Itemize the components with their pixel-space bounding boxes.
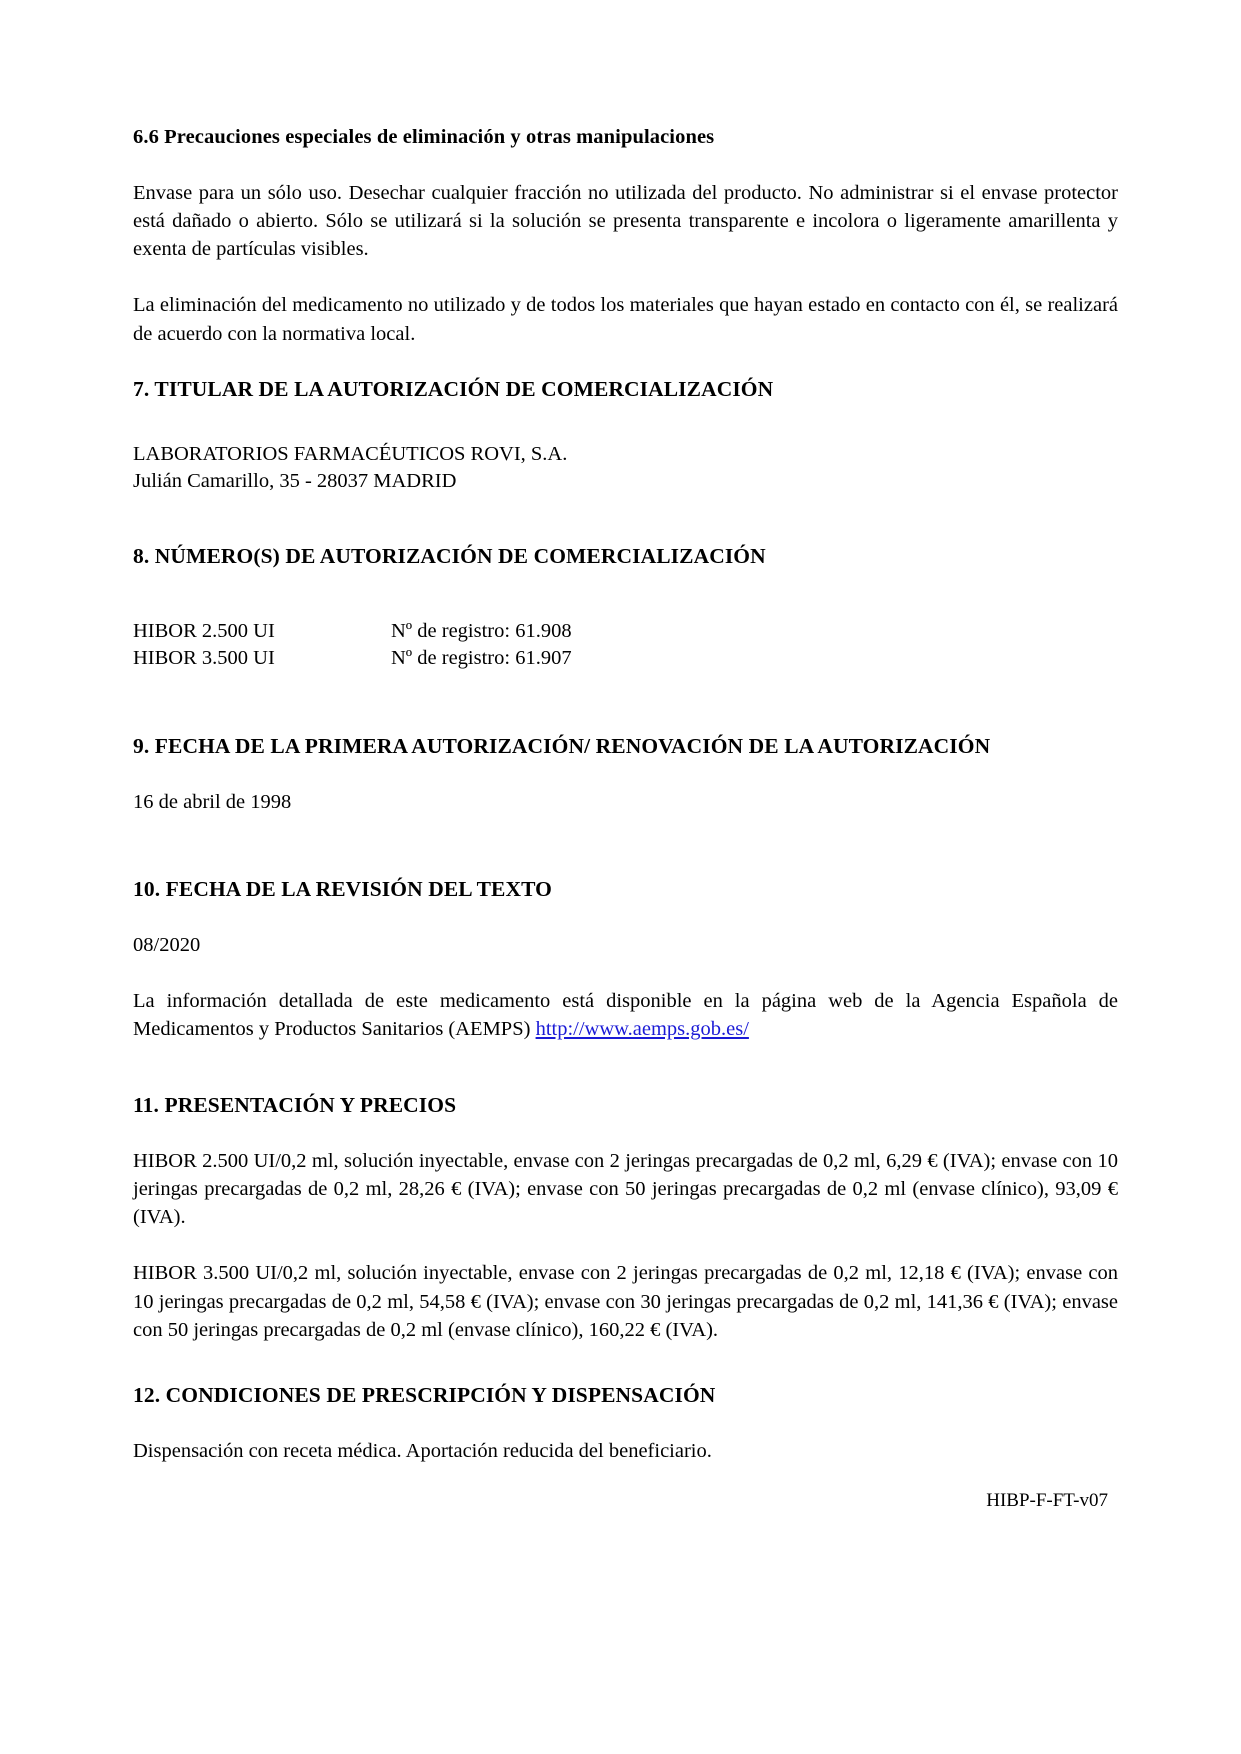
heading-section-11: 11. PRESENTACIÓN Y PRECIOS xyxy=(133,1092,457,1117)
registration-product-name: HIBOR 2.500 UI xyxy=(133,619,275,642)
document-body xyxy=(133,125,1118,1465)
heading-section-8: 8. NÚMERO(S) DE AUTORIZACIÓN DE COMERCIALIZACIÓN xyxy=(133,544,766,568)
table-row xyxy=(133,645,572,672)
text-revision-date: 08/2020 xyxy=(133,933,201,956)
heading-section-9: 9. FECHA DE LA PRIMERA AUTORIZACIÓN/ RENOVACIÓN DE LA AUTORIZACIÓN xyxy=(133,733,991,758)
registration-number: Nº de registro: 61.908 xyxy=(391,619,572,642)
paragraph-disposal: La eliminación del medicamento no utilizado y de todos los materiales que hayan estado en contacto con él, se realizará de acuerdo con la normativa local. xyxy=(133,294,1118,345)
page-footer xyxy=(0,1490,1241,1512)
paragraph-prescription-conditions: Dispensación con receta médica. Aportación reducida del beneficiario. xyxy=(133,1440,712,1463)
heading-section-6-6: 6.6 Precauciones especiales de eliminación y otras manipulaciones xyxy=(133,126,715,148)
registration-product-name: HIBOR 3.500 UI xyxy=(133,647,275,670)
aemps-website-link[interactable]: http://www.aemps.gob.es/ xyxy=(535,1018,749,1041)
marketing-authorisation-holder-address: Julián Camarillo, 35 - 28037 MADRID xyxy=(133,469,457,492)
paragraph-single-use: Envase para un sólo uso. Desechar cualquier fracción no utilizada del producto. No administrar si el envase protector está dañado o abierto. Sólo se utilizará si la solución se presenta transparente e incolora o ligeramente amarillenta y exenta de partículas visibles. xyxy=(133,181,1118,261)
heading-section-7: 7. TITULAR DE LA AUTORIZACIÓN DE COMERCIALIZACIÓN xyxy=(133,377,774,402)
heading-section-10: 10. FECHA DE LA REVISIÓN DEL TEXTO xyxy=(133,876,552,901)
first-authorisation-date: 16 de abril de 1998 xyxy=(133,790,292,813)
heading-section-12: 12. CONDICIONES DE PRESCRIPCIÓN Y DISPENSACIÓN xyxy=(133,1383,716,1408)
document-version-code: HIBP-F-FT-v07 xyxy=(986,1490,1108,1511)
registration-numbers-table xyxy=(133,618,572,673)
registration-number: Nº de registro: 61.907 xyxy=(391,647,572,670)
marketing-authorisation-holder-name: LABORATORIOS FARMACÉUTICOS ROVI, S.A. xyxy=(133,442,568,465)
table-row xyxy=(133,618,572,645)
paragraph-aemps-info xyxy=(133,987,1118,1044)
aemps-info-text: La información detallada de este medicamento está disponible en la página web de la Agencia Española de Medicamentos y Productos Sanitarios (AEMPS) xyxy=(133,990,1118,1041)
paragraph-presentation-2500: HIBOR 2.500 UI/0,2 ml, solución inyectable, envase con 2 jeringas precargadas de 0,2 ml, 6,29 € (IVA); envase con 10 jeringas precargadas de 0,2 ml, 28,26 € (IVA); envase con 50 jeringas precargadas de 0,2 ml (envase clínico), 93,09 € (IVA). xyxy=(133,1149,1118,1229)
paragraph-presentation-3500: HIBOR 3.500 UI/0,2 ml, solución inyectable, envase con 2 jeringas precargadas de 0,2 ml, 12,18 € (IVA); envase con 10 jeringas precargadas de 0,2 ml, 54,58 € (IVA); envase con 30 jeringas precargadas de 0,2 ml, 141,36 € (IVA); envase con 50 jeringas precargadas de 0,2 ml (envase clínico), 160,22 € (IVA). xyxy=(133,1262,1118,1341)
